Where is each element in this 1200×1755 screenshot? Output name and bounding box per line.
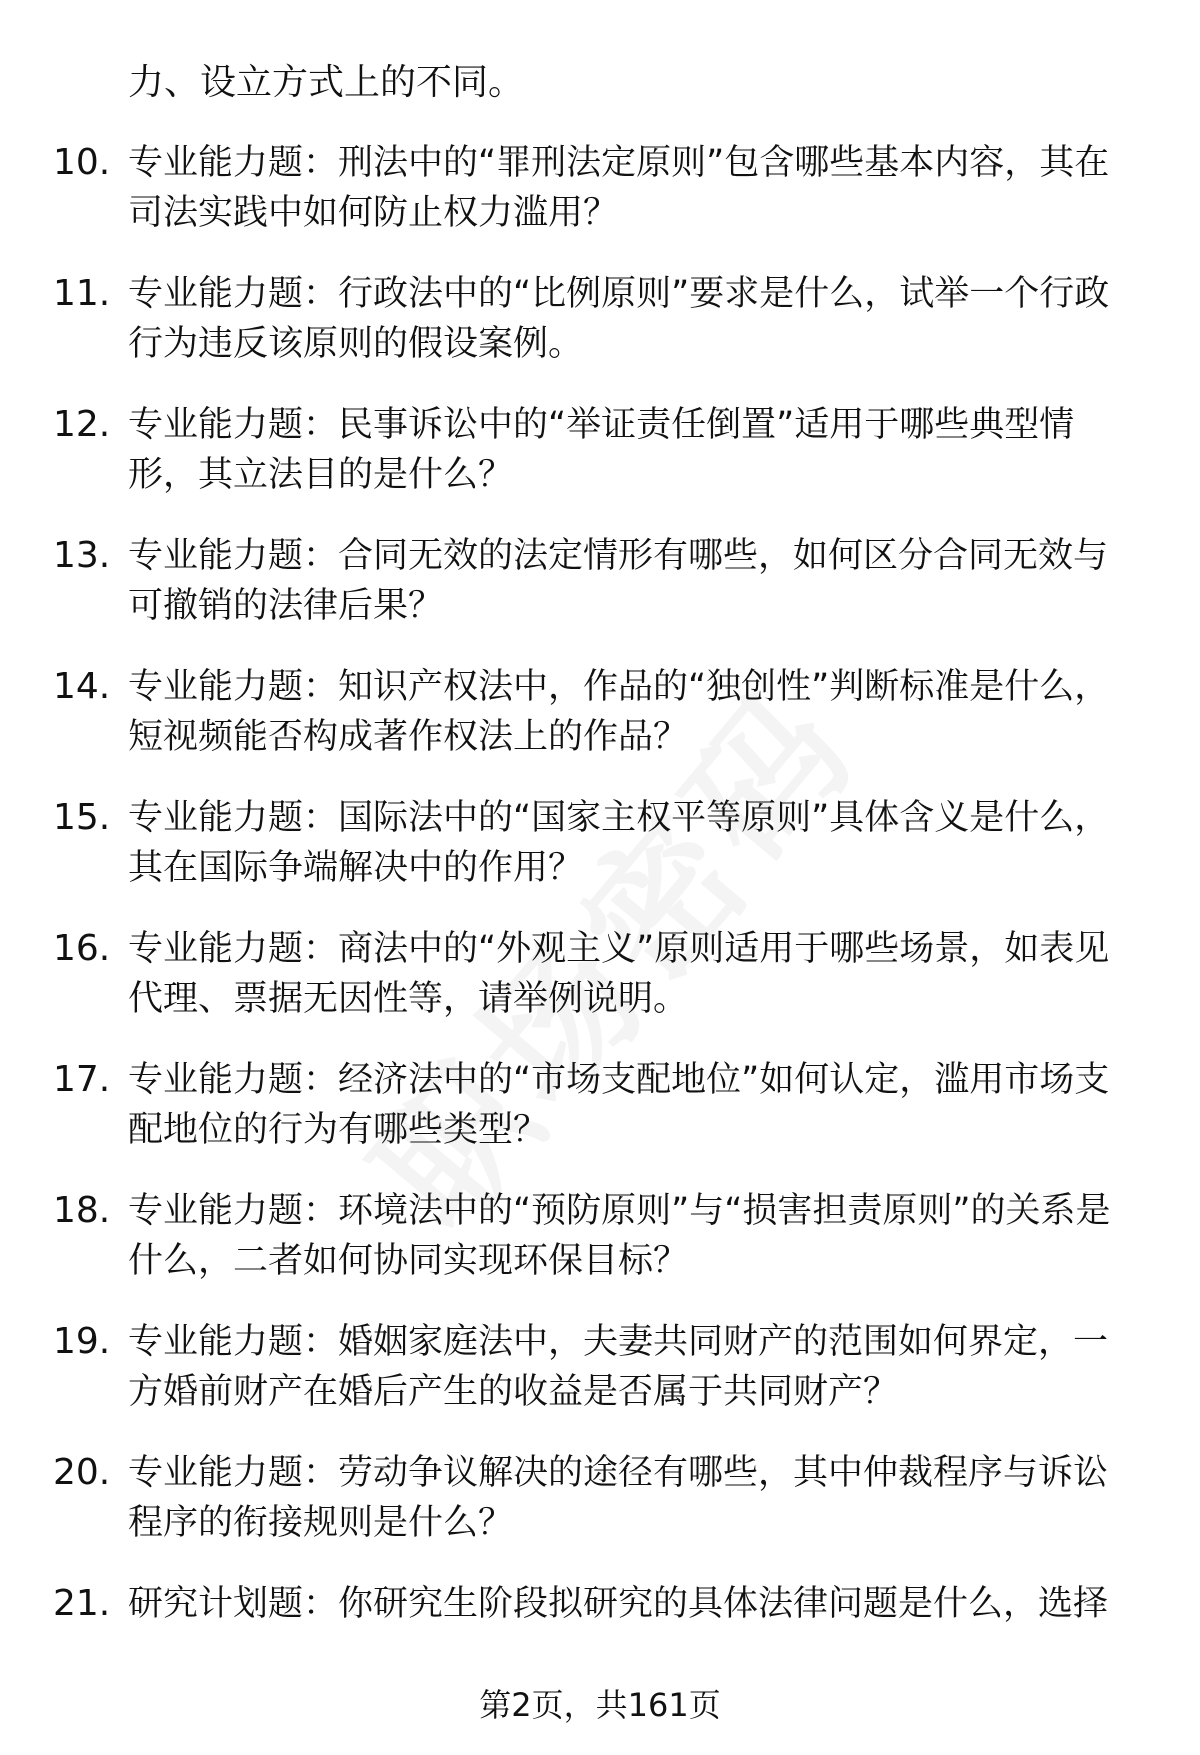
item-text: 专业能力题：知识产权法中，作品的“独创性”判断标准是什么，短视频能否构成著作权法上的作品？	[128, 667, 1110, 757]
item-number: 16.	[53, 928, 111, 969]
item-text: 专业能力题：经济法中的“市场支配地位”如何认定，滥用市场支配地位的行为有哪些类型？	[128, 1060, 1110, 1150]
item-text: 专业能力题：婚姻家庭法中，夫妻共同财产的范围如何界定，一方婚前财产在婚后产生的收益是否属于共同财产？	[128, 1322, 1109, 1412]
item-text: 专业能力题：刑法中的“罪刑法定原则”包含哪些基本内容，其在司法实践中如何防止权力滥用？	[128, 143, 1110, 233]
item-text: 专业能力题：商法中的“外观主义”原则适用于哪些场景，如表见代理、票据无因性等，请举例说明。	[128, 929, 1110, 1019]
item-number: 18.	[53, 1190, 111, 1231]
item-text: 专业能力题：合同无效的法定情形有哪些，如何区分合同无效与可撤销的法律后果？	[128, 536, 1109, 626]
list-item	[0, 531, 1200, 662]
list-item	[0, 1186, 1200, 1317]
list-item	[0, 400, 1200, 531]
list-item	[0, 138, 1200, 269]
page-footer: 第2页，共161页	[479, 1686, 721, 1724]
item-text: 专业能力题：国际法中的“国家主权平等原则”具体含义是什么，其在国际争端解决中的作用？	[128, 798, 1110, 888]
list-item	[0, 1448, 1200, 1579]
list-item	[0, 1055, 1200, 1186]
item-number: 17.	[53, 1059, 111, 1100]
item-number: 13.	[53, 535, 111, 576]
list-item	[0, 924, 1200, 1055]
item-number: 11.	[53, 273, 111, 314]
item-number: 14.	[53, 666, 111, 707]
item-number: 20.	[53, 1452, 111, 1493]
list-item	[0, 793, 1200, 924]
item-text: 专业能力题：民事诉讼中的“举证责任倒置”适用于哪些典型情形，其立法目的是什么？	[128, 405, 1075, 495]
item-text: 专业能力题：劳动争议解决的途径有哪些，其中仲裁程序与诉讼程序的衔接规则是什么？	[128, 1453, 1109, 1543]
list-item	[0, 1317, 1200, 1448]
item-text: 专业能力题：环境法中的“预防原则”与“损害担责原则”的关系是什么，二者如何协同实现环保目标？	[128, 1191, 1111, 1281]
continuation-text: 力、设立方式上的不同。	[128, 62, 525, 103]
item-text: 研究计划题：你研究生阶段拟研究的具体法律问题是什么，选择	[128, 1584, 1109, 1624]
item-text: 专业能力题：行政法中的“比例原则”要求是什么，试举一个行政行为违反该原则的假设案例。	[128, 274, 1110, 364]
item-number: 21.	[53, 1583, 111, 1624]
list-item	[0, 269, 1200, 400]
item-number: 15.	[53, 797, 111, 838]
item-number: 10.	[53, 142, 111, 183]
question-list	[0, 138, 1200, 1710]
item-number: 12.	[53, 404, 111, 445]
item-number: 19.	[53, 1321, 111, 1362]
list-item	[0, 662, 1200, 793]
